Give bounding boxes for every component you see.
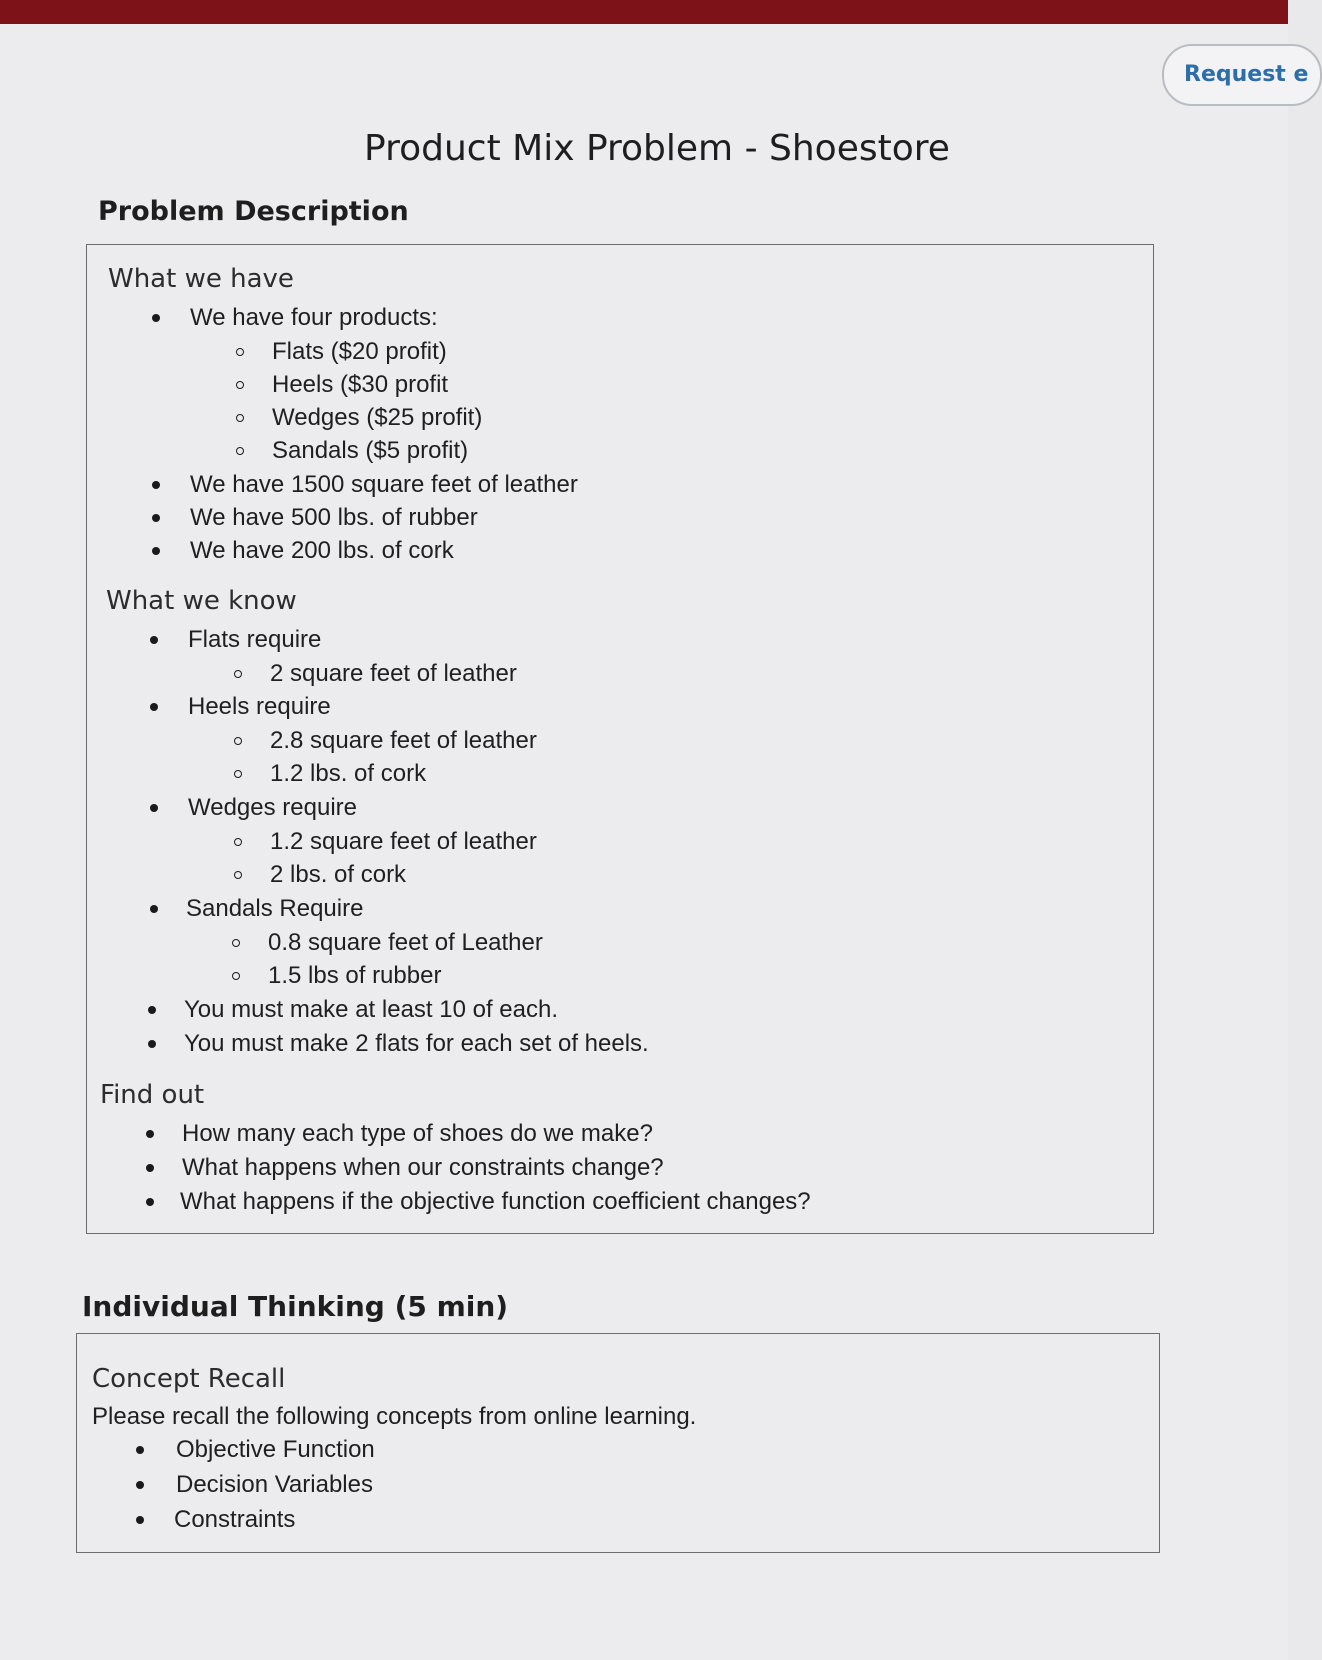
list-item: How many each type of shoes do we make?	[182, 1120, 653, 1147]
list-item: Wedges require	[188, 794, 357, 821]
list-item: We have 200 lbs. of cork	[190, 537, 454, 564]
list-item: Decision Variables	[176, 1471, 373, 1498]
sub-bullet-circle	[232, 939, 240, 947]
request-button[interactable]: Request e	[1162, 44, 1322, 106]
sub-bullet-circle	[234, 670, 242, 678]
list-item: What happens if the objective function coefficient changes?	[180, 1188, 811, 1215]
sub-list-item: 2 lbs. of cork	[270, 861, 407, 888]
sub-bullet-circle	[236, 348, 244, 356]
bullet-dot	[146, 1198, 154, 1206]
list-item: Objective Function	[176, 1436, 375, 1463]
what-we-know-heading: What we know	[106, 586, 297, 616]
bullet-dot	[152, 481, 160, 489]
list-item: We have four products:	[190, 304, 438, 331]
bullet-dot	[152, 314, 160, 322]
sub-list-item: 1.5 lbs of rubber	[268, 962, 442, 989]
individual-thinking-heading: Individual Thinking (5 min)	[82, 1290, 509, 1323]
list-item: Constraints	[174, 1506, 296, 1533]
list-item: We have 500 lbs. of rubber	[190, 504, 478, 531]
sub-list-item: 1.2 square feet of leather	[270, 828, 537, 855]
sub-list-item: Heels ($30 profit	[272, 371, 449, 398]
bullet-dot	[146, 1164, 154, 1172]
bullet-dot	[150, 905, 158, 913]
find-out-heading: Find out	[100, 1080, 205, 1110]
problem-description-box	[86, 244, 1154, 1234]
concept-recall-instruction: Please recall the following concepts from online learning.	[92, 1403, 697, 1430]
bullet-dot	[136, 1516, 144, 1524]
bullet-dot	[150, 804, 158, 812]
what-we-have-heading: What we have	[108, 264, 294, 294]
sub-list-item: Wedges ($25 profit)	[272, 404, 483, 431]
sub-list-item: 2 square feet of leather	[270, 660, 517, 687]
bullet-dot	[146, 1130, 154, 1138]
sub-bullet-circle	[234, 737, 242, 745]
sub-list-item: Flats ($20 profit)	[272, 338, 447, 365]
sub-list-item: 0.8 square feet of Leather	[268, 929, 543, 956]
bullet-dot	[150, 636, 158, 644]
list-item: You must make at least 10 of each.	[184, 996, 559, 1023]
bullet-dot	[136, 1446, 144, 1454]
bullet-dot	[152, 514, 160, 522]
sub-bullet-circle	[234, 770, 242, 778]
bullet-dot	[152, 547, 160, 555]
sub-bullet-circle	[236, 381, 244, 389]
sub-bullet-circle	[234, 838, 242, 846]
list-item: Heels require	[188, 693, 331, 720]
list-item: You must make 2 flats for each set of heels.	[184, 1030, 649, 1057]
list-item: Flats require	[188, 626, 322, 653]
list-item: We have 1500 square feet of leather	[190, 471, 578, 498]
bullet-dot	[150, 703, 158, 711]
sub-list-item: 1.2 lbs. of cork	[270, 760, 427, 787]
sub-bullet-circle	[236, 414, 244, 422]
sub-bullet-circle	[234, 871, 242, 879]
page-title: Product Mix Problem - Shoestore	[364, 128, 950, 169]
bullet-dot	[136, 1481, 144, 1489]
concept-recall-heading: Concept Recall	[92, 1364, 286, 1394]
sub-bullet-circle	[232, 972, 240, 980]
problem-description-heading: Problem Description	[98, 196, 409, 227]
sub-list-item: Sandals ($5 profit)	[272, 437, 469, 464]
sub-bullet-circle	[236, 447, 244, 455]
bullet-dot	[148, 1040, 156, 1048]
bullet-dot	[148, 1006, 156, 1014]
list-item: Sandals Require	[186, 895, 364, 922]
top-bar	[0, 0, 1288, 24]
sub-list-item: 2.8 square feet of leather	[270, 727, 537, 754]
list-item: What happens when our constraints change?	[182, 1154, 664, 1181]
